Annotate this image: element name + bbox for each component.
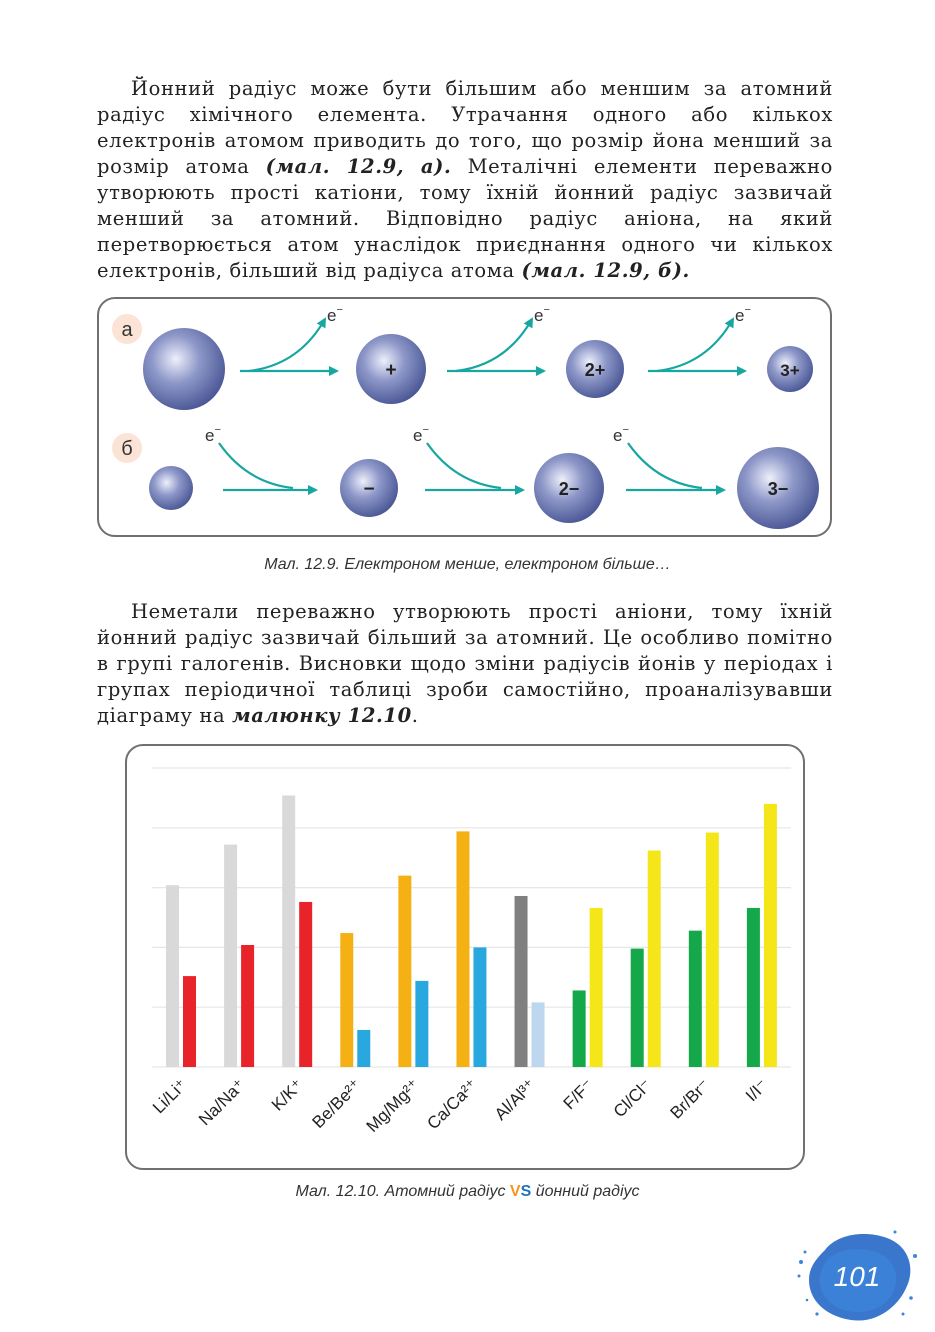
- paragraph-nonmetals: [97, 599, 833, 729]
- electron-label: e−: [613, 424, 629, 445]
- bar-ionic-radius: [473, 947, 486, 1067]
- electron-label: e−: [413, 424, 429, 445]
- arrow-electron-gain: [626, 443, 724, 490]
- arrow-electron-gain: [425, 443, 523, 490]
- bar-atomic-radius: [573, 990, 586, 1067]
- vs-letter-v: V: [509, 1183, 521, 1200]
- category-label: I/I⁻: [741, 1075, 772, 1106]
- category-label: K/K⁺: [267, 1075, 308, 1115]
- arrow-electron-loss: [648, 319, 745, 371]
- bar-ionic-radius: [706, 833, 719, 1067]
- charge-label: 2+: [584, 360, 606, 380]
- paragraph-text: .: [411, 704, 419, 727]
- radius-bar-chart: [127, 746, 803, 1168]
- bar-atomic-radius: [747, 908, 760, 1067]
- atom-neutral: [149, 466, 193, 510]
- category-label: Mg/Mg²⁺: [362, 1075, 424, 1136]
- figure-reference: (мал. 12.9, а).: [265, 155, 452, 178]
- bar-ionic-radius: [357, 1030, 370, 1067]
- paragraph-text: Йонний радіус може бути більшим або меншим за атомний радіус хімічного елемента. Утрачання одного або кількох електронів атомом приводить до того, що розмір йона менший за розмір атома: [97, 77, 833, 178]
- bar-ionic-radius: [532, 1002, 545, 1067]
- bar-atomic-radius: [456, 831, 469, 1067]
- bar-atomic-radius: [166, 885, 179, 1067]
- category-label: F/F⁻: [559, 1075, 598, 1114]
- row-a-label: а: [121, 319, 133, 341]
- charge-label: −: [363, 479, 375, 500]
- electron-label: e−: [735, 304, 751, 325]
- bar-ionic-radius: [183, 976, 196, 1067]
- bar-atomic-radius: [224, 845, 237, 1067]
- category-label: Al/Al³⁺: [490, 1075, 540, 1124]
- arrow-electron-loss: [447, 319, 544, 371]
- category-label: Br/Br⁻: [666, 1075, 714, 1123]
- category-label: Cl/Cl⁻: [609, 1075, 656, 1122]
- electron-label: e−: [534, 304, 550, 325]
- bar-atomic-radius: [515, 896, 528, 1067]
- bar-ionic-radius: [299, 902, 312, 1067]
- category-label: Be/Be²⁺: [308, 1075, 366, 1132]
- chart-bars: [166, 796, 777, 1067]
- bar-atomic-radius: [689, 931, 702, 1067]
- paragraph-ionic-radius: [97, 76, 833, 284]
- figure-reference: (мал. 12.9, б).: [521, 259, 690, 282]
- electron-label: e−: [327, 304, 343, 325]
- chart-12-10: [125, 744, 805, 1170]
- atom-neutral: [143, 328, 225, 410]
- bar-ionic-radius: [648, 851, 661, 1067]
- bar-ionic-radius: [764, 804, 777, 1067]
- figure-12-9: [97, 297, 832, 537]
- bar-atomic-radius: [282, 796, 295, 1067]
- figure-reference: малюнку 12.10: [232, 704, 412, 727]
- figure-caption: Мал. 12.10. Атомний радіус VS йонний радіус: [295, 1183, 640, 1200]
- page-number-badge: [795, 1228, 920, 1328]
- charge-label: 3−: [767, 479, 789, 499]
- bar-atomic-radius: [340, 933, 353, 1067]
- charge-label: 3+: [780, 361, 800, 380]
- bar-atomic-radius: [631, 949, 644, 1067]
- bar-atomic-radius: [398, 876, 411, 1067]
- charge-label: +: [385, 360, 397, 381]
- bar-ionic-radius: [590, 908, 603, 1067]
- paragraph-text: Неметали переважно утворюють прості аніони, тому їхній йонний радіус зазвичай більший за атомний. Це особливо помітно в групі галогенів. Висновки щодо зміни радіусів йонів у періодах і групах періодичної таблиці зроби самостійно, проаналізувавши діаграму на: [97, 600, 833, 727]
- vs-letter-s: S: [520, 1183, 532, 1200]
- category-label: Ca/Ca²⁺: [423, 1075, 482, 1134]
- electron-label: e−: [205, 424, 221, 445]
- row-b-label: б: [121, 438, 133, 460]
- ion-formation-diagram: [99, 299, 830, 535]
- paragraph-text: Металічні елементи переважно утворюють прості катіони, тому їхній йонний радіус зазвичай менший за атомний. Відповідно радіус аніона, на який перетворюється атом унаслідок приєднання одного чи кількох електронів, більший від радіуса атома: [97, 155, 833, 282]
- arrow-electron-loss: [240, 319, 337, 371]
- category-label: Li/Li⁺: [148, 1075, 191, 1118]
- bar-ionic-radius: [415, 981, 428, 1067]
- arrow-electron-gain: [219, 443, 316, 490]
- page-number: 101: [833, 1261, 881, 1292]
- category-label: Na/Na⁺: [195, 1075, 249, 1130]
- chart-category-labels: [149, 1075, 772, 1136]
- figure-caption: Мал. 12.9. Електроном менше, електроном більше…: [264, 556, 671, 573]
- charge-label: 2−: [558, 479, 580, 499]
- bar-ionic-radius: [241, 945, 254, 1067]
